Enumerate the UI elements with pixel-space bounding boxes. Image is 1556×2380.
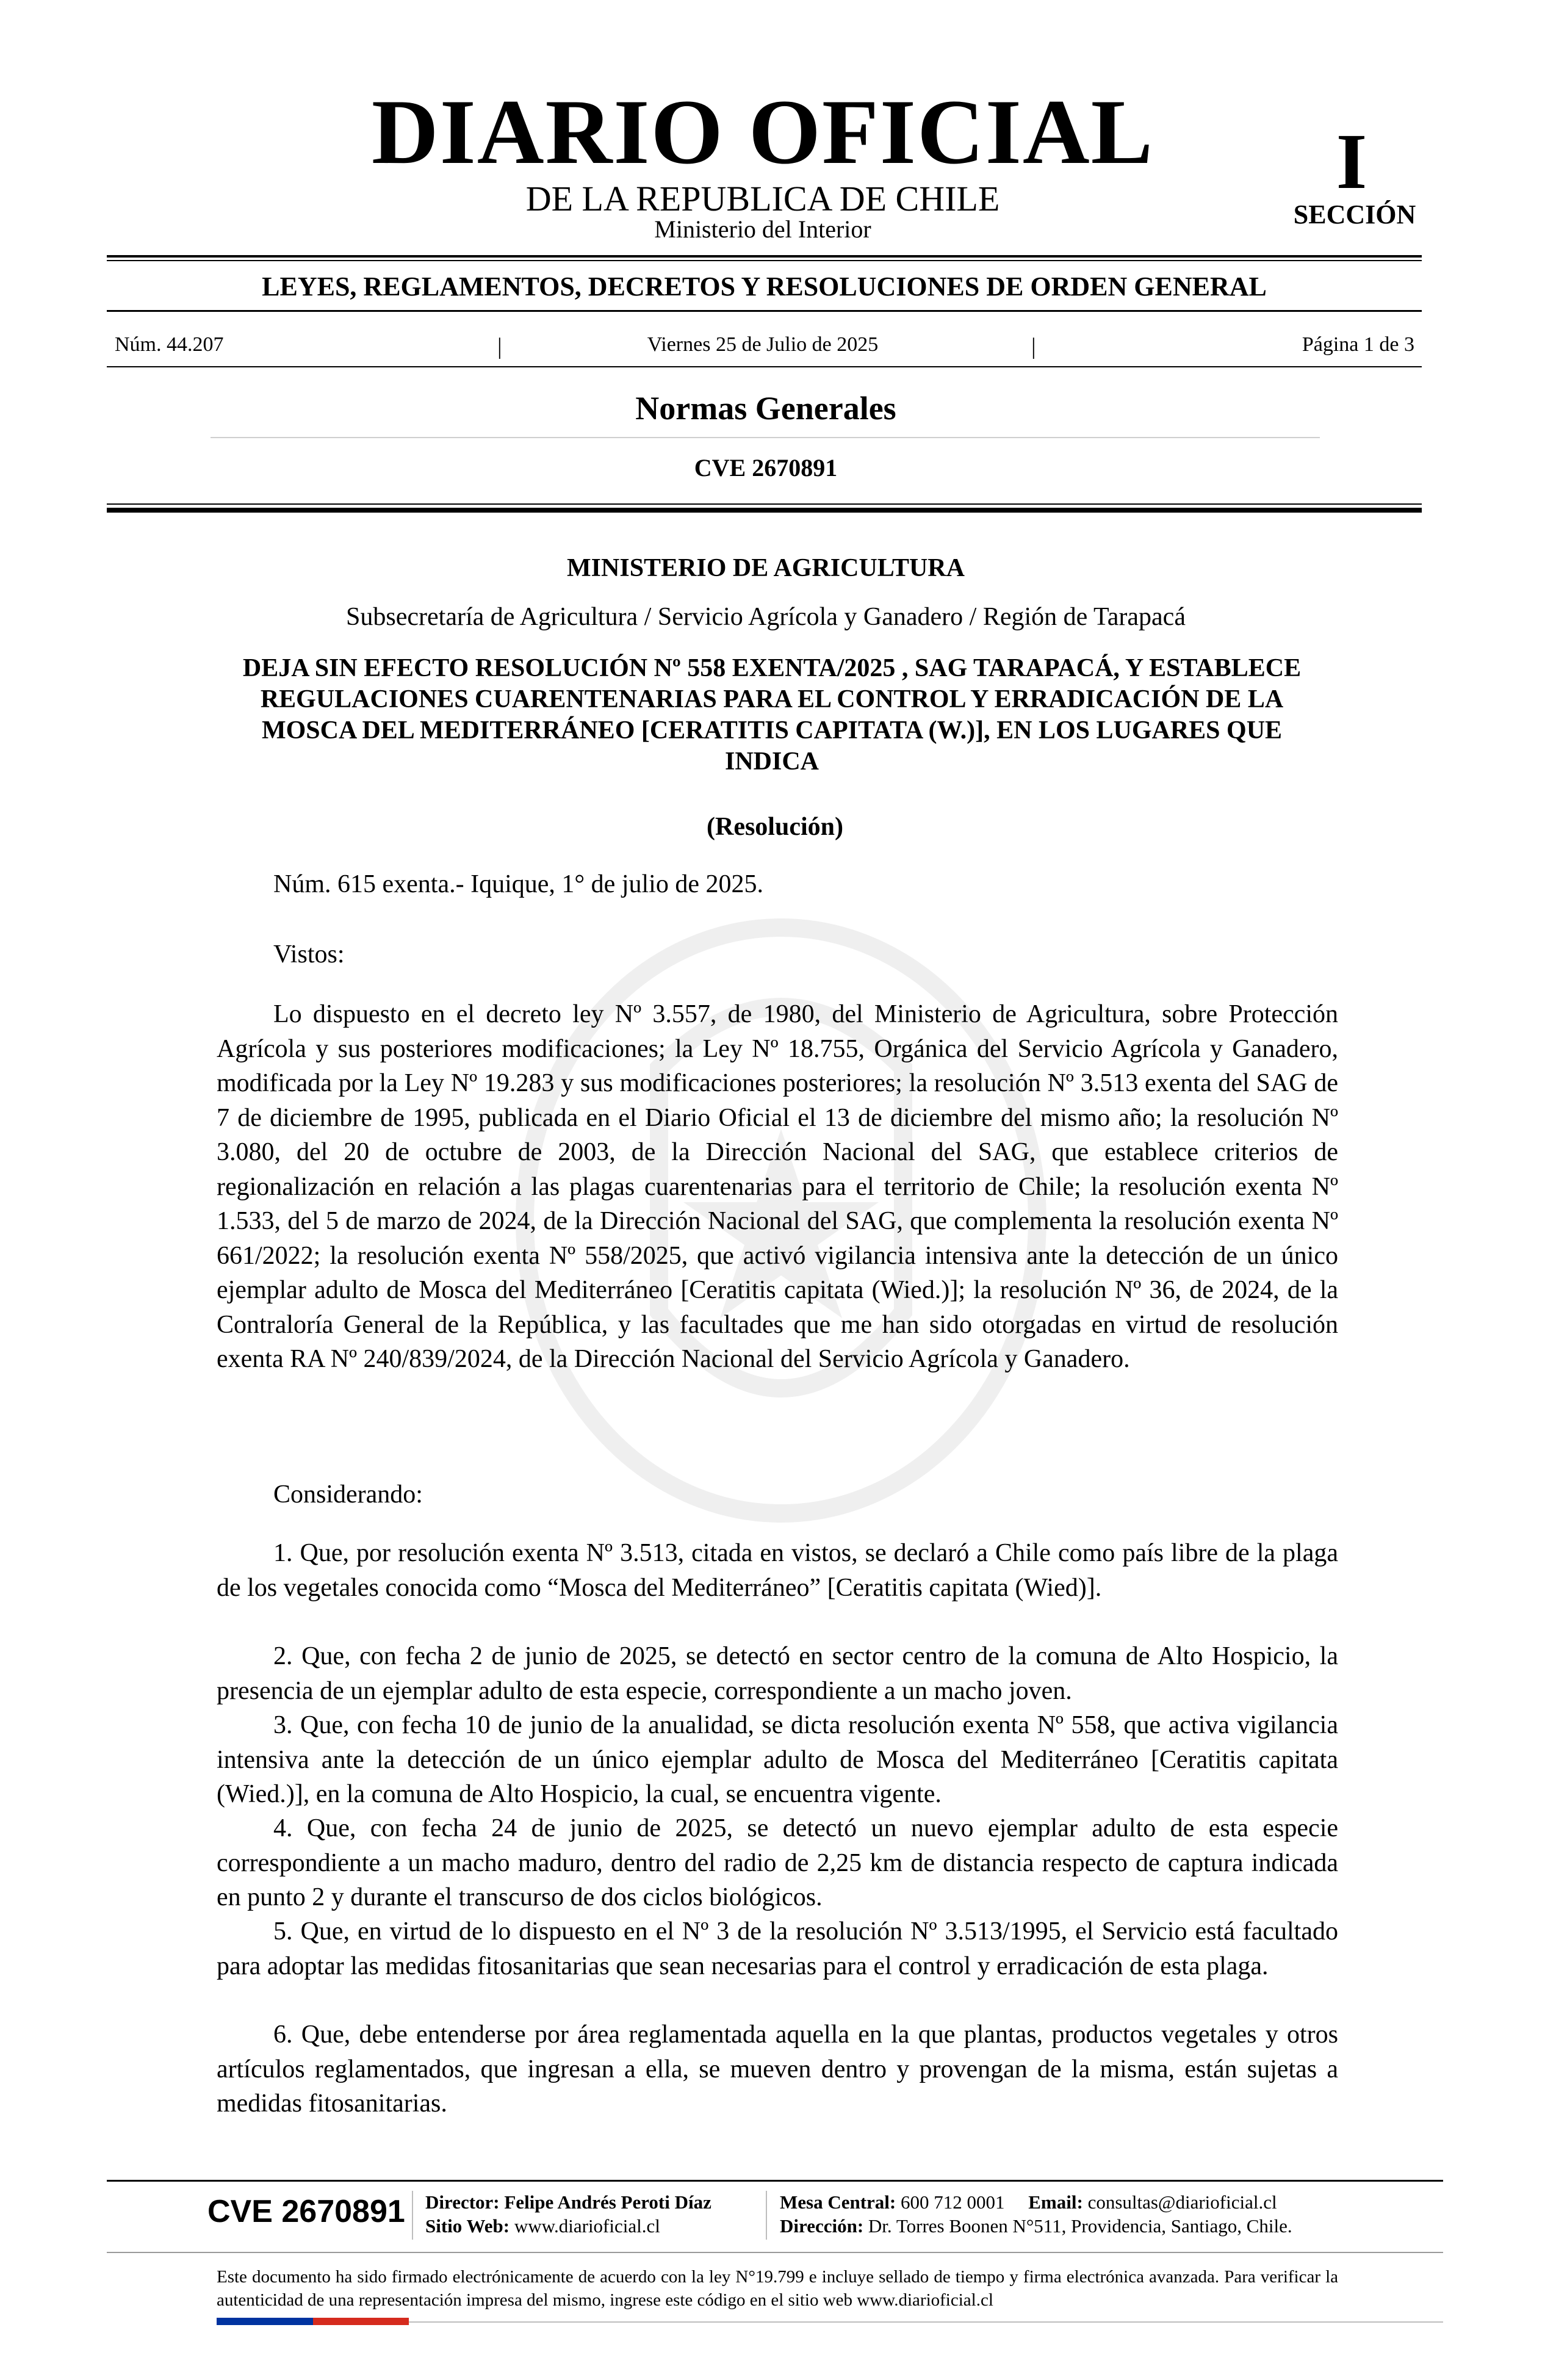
considerando-item: 6. Que, debe entenderse por área reglamentada aquella en la que plantas, productos vegetales y otros artículos reglamentados, que ingresan a ella, se mueven dentro y provengan de la misma, están sujetas a medidas fitosanitarias. [217, 2021, 1338, 2118]
website-link[interactable]: www.diarioficial.cl [514, 2215, 660, 2237]
address-text: Dr. Torres Boonen N°511, Providencia, Santiago, Chile. [868, 2215, 1292, 2237]
considerando-item: 5. Que, en virtud de lo dispuesto en el Nº 3 de la resolución Nº 3.513/1995, el Servicio está facultado para adoptar las medidas fitosanitarias que sean necesarias para el control y erradicación de esta plaga. [217, 1917, 1338, 1980]
issue-date: Viernes 25 de Julio de 2025 [647, 333, 879, 356]
meta-separator: | [1031, 334, 1036, 359]
footer-rule-mid [107, 2252, 1443, 2253]
footer-director [425, 2191, 711, 2214]
footer-divider [412, 2191, 413, 2240]
flag-stripe-blue [217, 2318, 313, 2325]
flag-stripe-red [313, 2318, 409, 2325]
cve-code: CVE 2670891 [694, 454, 838, 481]
director-name: Felipe Andrés Peroti Díaz [504, 2191, 711, 2213]
cve-rule [107, 503, 1422, 505]
footer-rule-top [107, 2180, 1443, 2182]
banner-text: LEYES, REGLAMENTOS, DECRETOS Y RESOLUCIONES DE ORDEN GENERAL [262, 272, 1267, 301]
footer-legal-note: Este documento ha sido firmado electrónicamente de acuerdo con la ley N°19.799 e incluye sellado de tiempo y firma electrónica avanzada. Para verificar la autenticidad de una representación impresa del mismo, ingrese este código en el sitio web www.diarioficial.cl [217, 2267, 1338, 2310]
resolution-title: DEJA SIN EFECTO RESOLUCIÓN Nº 558 EXENTA/2025 , SAG TARAPACÁ, Y ESTABLECE REGULACIONES CUARENTENARIAS PARA EL CONTROL Y ERRADICACIÓN DE LA MOSCA DEL MEDITERRÁNEO [CERATITIS CAPITATA (W.)], EN LOS LUGARES QUE INDICA [242, 654, 1302, 776]
footer-address [780, 2215, 1292, 2238]
newspaper-title: DIARIO OFICIAL [371, 81, 1154, 183]
meta-separator: | [497, 334, 502, 359]
website-label: Sitio Web: [425, 2215, 510, 2237]
phone-label: Mesa Central: [780, 2191, 896, 2213]
footer-divider [766, 2191, 767, 2240]
resolution-type: (Resolución) [707, 813, 843, 841]
vistos-heading: Vistos: [273, 940, 345, 968]
footer-website [425, 2215, 660, 2238]
considerando-item: 2. Que, con fecha 2 de junio de 2025, se detectó en sector centro de la comuna de Alto Hospicio, la presencia de un ejemplar adulto de esta especie, correspondiente a un macho joven. [217, 1642, 1338, 1705]
page-indicator: Página 1 de 3 [1302, 333, 1414, 356]
section-rule [211, 437, 1320, 438]
ministry-label: Ministerio del Interior [654, 215, 871, 243]
section-title: Normas Generales [635, 390, 896, 427]
banner-rule [107, 310, 1422, 312]
footer-contact [780, 2191, 1277, 2214]
meta-rule [107, 366, 1422, 367]
newspaper-subtitle: DE LA REPUBLICA DE CHILE [525, 179, 1000, 218]
issue-number: Núm. 44.207 [115, 333, 224, 356]
footer-rule-bottom [409, 2321, 1443, 2323]
email-label: Email: [1028, 2191, 1083, 2213]
cve-rule-thick [107, 508, 1422, 513]
address-label: Dirección: [780, 2215, 864, 2237]
organism-heading: MINISTERIO DE AGRICULTURA [567, 554, 965, 582]
vistos-paragraph: Lo dispuesto en el decreto ley Nº 3.557, de 1980, del Ministerio de Agricultura, sobre Protección Agrícola y sus posteriores modificaciones; la Ley Nº 18.755, Orgánica del Servicio Agrícola y Ganadero, modificada por la Ley Nº 19.283 y sus modificaciones posteriores; la resolución Nº 3.513 exenta del SAG de 7 de diciembre de 1995, publicada en el Diario Oficial el 13 de diciembre del mismo año; la resolución Nº 3.080, del 20 de octubre de 2003, de la Dirección Nacional del SAG, que establece criterios de regionalización en relación a las plagas cuarentenarias para el territorio de Chile; la resolución exenta Nº 1.533, del 5 de marzo de 2024, de la Dirección Nacional del SAG, que complementa la resolución exenta Nº 661/2022; la resolución exenta Nº 558/2025, que activó vigilancia intensiva ante la detección de un único ejemplar adulto de Mosca del Mediterráneo [Ceratitis capitata (Wied.)]; la resolución Nº 36, de 2024, de la Contraloría General de la República, y las facultades que me han sido otorgadas en virtud de resolución exenta RA Nº 240/839/2024, de la Dirección Nacional del Servicio Agrícola y Ganadero. [217, 1000, 1338, 1373]
footer-cve-code: CVE 2670891 [207, 2194, 405, 2229]
section-label: SECCIÓN [1293, 200, 1416, 229]
masthead-rule-top-thin [107, 260, 1422, 261]
phone-number: 600 712 0001 [901, 2191, 1005, 2213]
director-label: Director: [425, 2191, 500, 2213]
resolution-number-line: Núm. 615 exenta.- Iquique, 1° de julio de 2025. [273, 870, 763, 898]
masthead-rule-top [107, 255, 1422, 258]
considerando-heading: Considerando: [273, 1480, 423, 1509]
suborganism-line: Subsecretaría de Agricultura / Servicio Agrícola y Ganadero / Región de Tarapacá [346, 603, 1186, 631]
considerando-item: 4. Que, con fecha 24 de junio de 2025, se detectó un nuevo ejemplar adulto de esta especie correspondiente a un macho maduro, dentro del radio de 2,25 km de distancia respecto de captura indicada en punto 2 y durante el transcurso de dos ciclos biológicos. [217, 1814, 1338, 1911]
section-number: I [1336, 118, 1367, 206]
considerando-item: 1. Que, por resolución exenta Nº 3.513, citada en vistos, se declaró a Chile como país libre de la plaga de los vegetales conocida como “Mosca del Mediterráneo” [Ceratitis capitata (Wied)]. [217, 1539, 1338, 1602]
considerando-item: 3. Que, con fecha 10 de junio de la anualidad, se dicta resolución exenta Nº 558, que activa vigilancia intensiva ante la detección de un único ejemplar adulto de Mosca del Mediterráneo [Ceratitis capitata (Wied.)], en la comuna de Alto Hospicio, la cual, se encuentra vigente. [217, 1711, 1338, 1808]
email-link[interactable]: consultas@diarioficial.cl [1087, 2191, 1277, 2213]
